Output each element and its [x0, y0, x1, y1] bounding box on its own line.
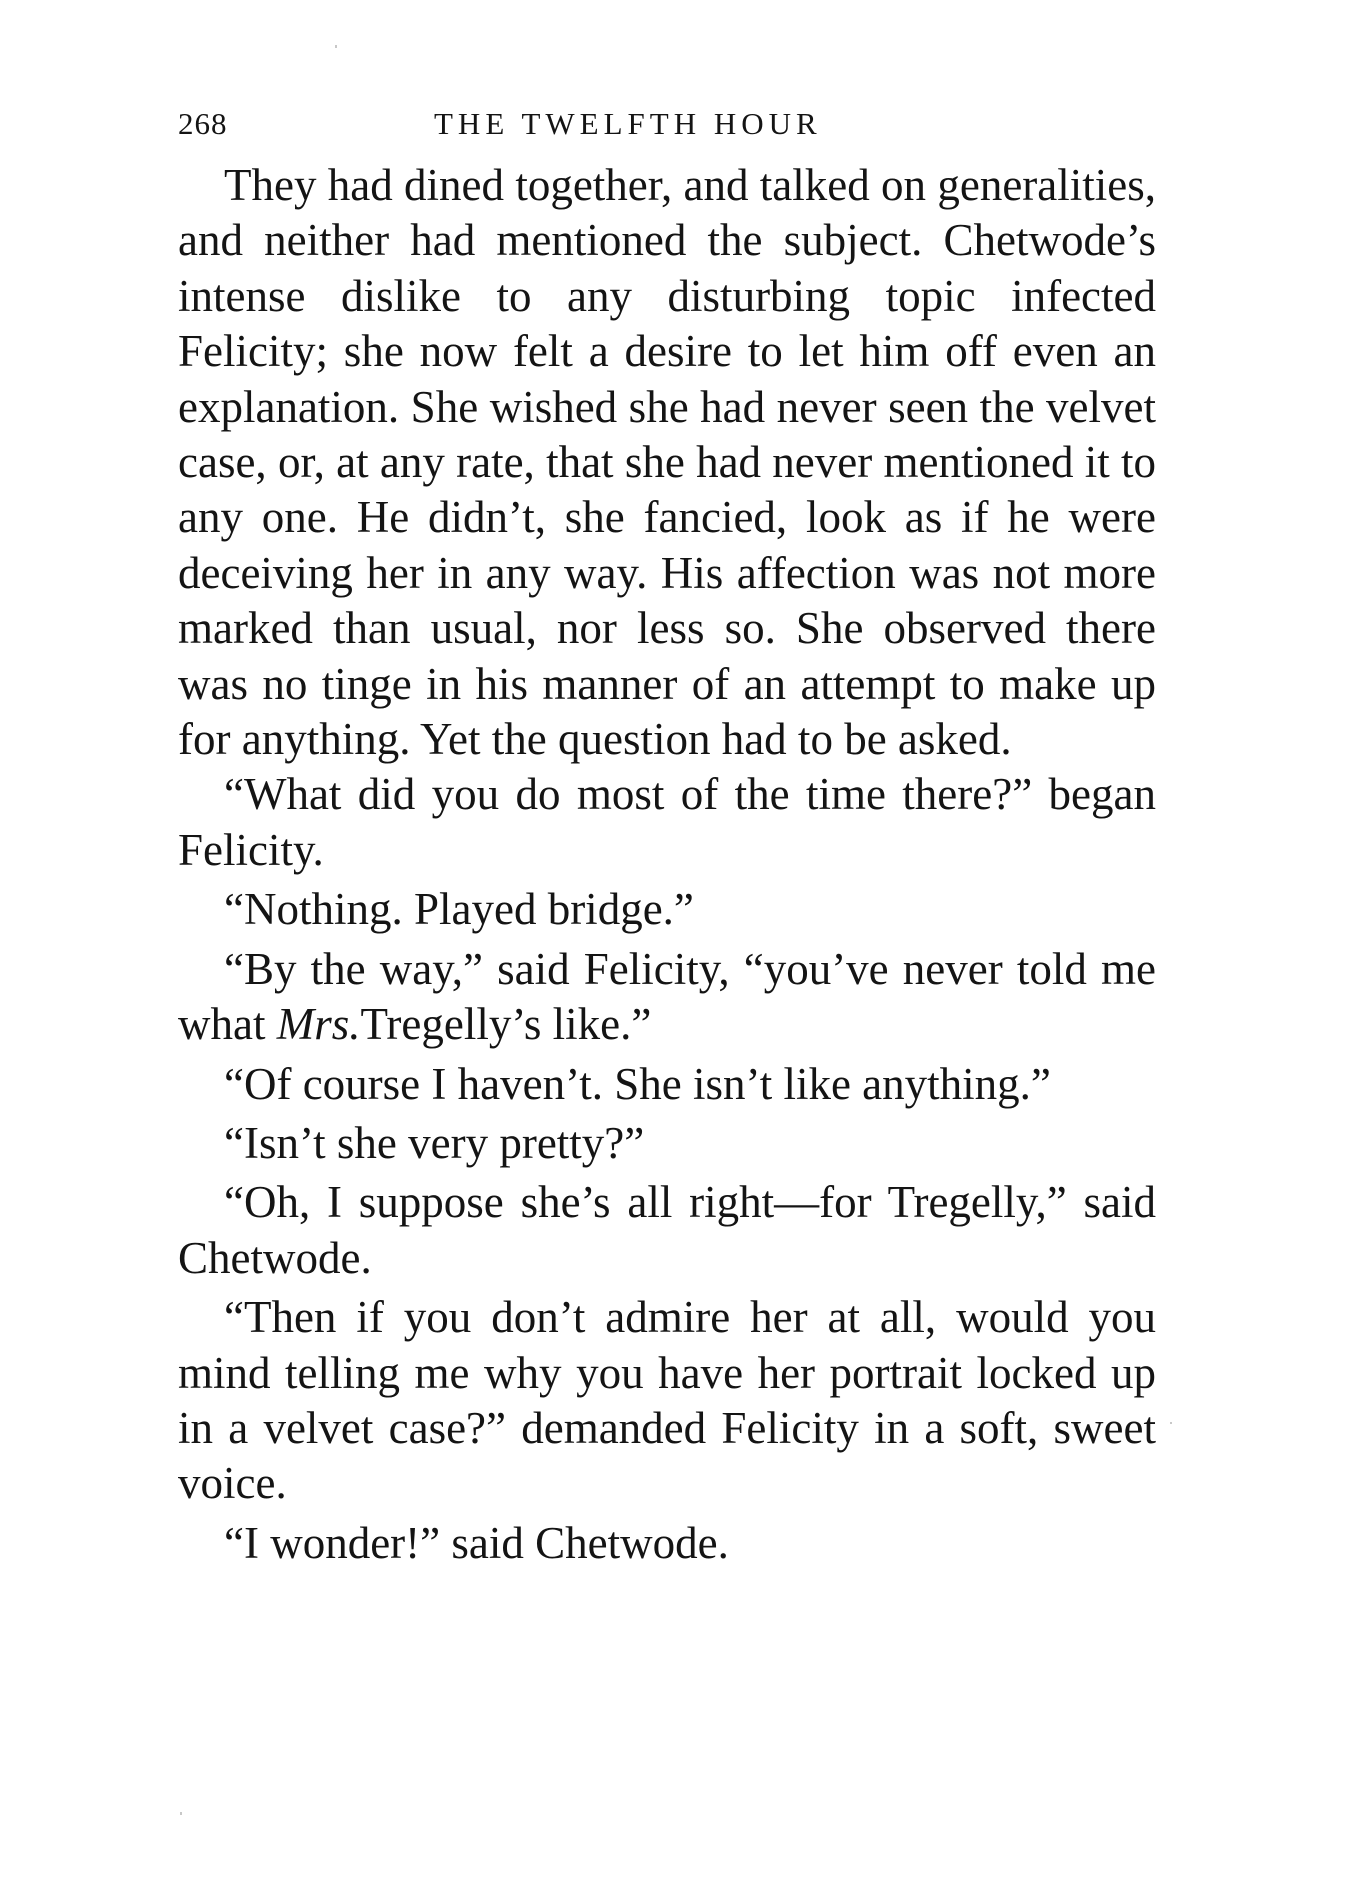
running-title: THE TWELFTH HOUR	[434, 106, 822, 141]
paragraph-text: They had dined together, and talked on generalities, and neither had mentioned the subject. Chetwode’s intense dislike to any disturbing topic infected Felicity; she now felt a desire to let him off even an explanation. She wished she had never seen the velvet case, or, at any rate, that she had never mentioned it to any one. He didn’t, she fancied, look as if he were deceiving her in any way. His affection was not more marked than usual, nor less so. She observed there was no tinge in his manner of an attempt to make up for anything. Yet the question had to be asked.	[178, 160, 1156, 765]
running-head	[178, 100, 1156, 152]
paragraph-8	[178, 1290, 1156, 1512]
paragraph-6	[178, 1116, 1156, 1171]
paragraph-text: “I wonder!” said Chetwode.	[224, 1517, 729, 1568]
scan-speck	[180, 1812, 182, 1815]
paragraph-7	[178, 1175, 1156, 1286]
book-page	[178, 100, 1156, 1571]
paragraph-2	[178, 767, 1156, 878]
paragraph-1	[178, 158, 1156, 767]
paragraph-text: “What did you do most of the time there?” began Felicity.	[178, 769, 1156, 875]
paragraph-text-after: Tregelly’s like.”	[360, 999, 652, 1050]
paragraph-text: “Then if you don’t admire her at all, would you mind telling me why you have her portrait locked up in a velvet case?” demanded Felicity in a soft, sweet voice.	[178, 1292, 1156, 1509]
paragraph-9	[178, 1516, 1156, 1571]
paragraph-text: “Oh, I suppose she’s all right—for Tregelly,” said Chetwode.	[178, 1177, 1156, 1283]
page-number: 268	[178, 106, 228, 141]
paragraph-5	[178, 1057, 1156, 1112]
paragraph-4	[178, 942, 1156, 1053]
italic-title: Mrs.	[276, 999, 361, 1050]
body-text	[178, 158, 1156, 1571]
paragraph-3	[178, 882, 1156, 937]
paragraph-text: “Isn’t she very pretty?”	[224, 1117, 645, 1168]
paragraph-text-before: “By the way,” said Felicity, “you’ve never told me what	[178, 943, 1156, 1050]
paragraph-text: “Of course I haven’t. She isn’t like anything.”	[224, 1058, 1051, 1109]
scan-speck	[1170, 1422, 1172, 1424]
scan-speck	[335, 45, 337, 48]
paragraph-text: “Nothing. Played bridge.”	[224, 884, 694, 935]
